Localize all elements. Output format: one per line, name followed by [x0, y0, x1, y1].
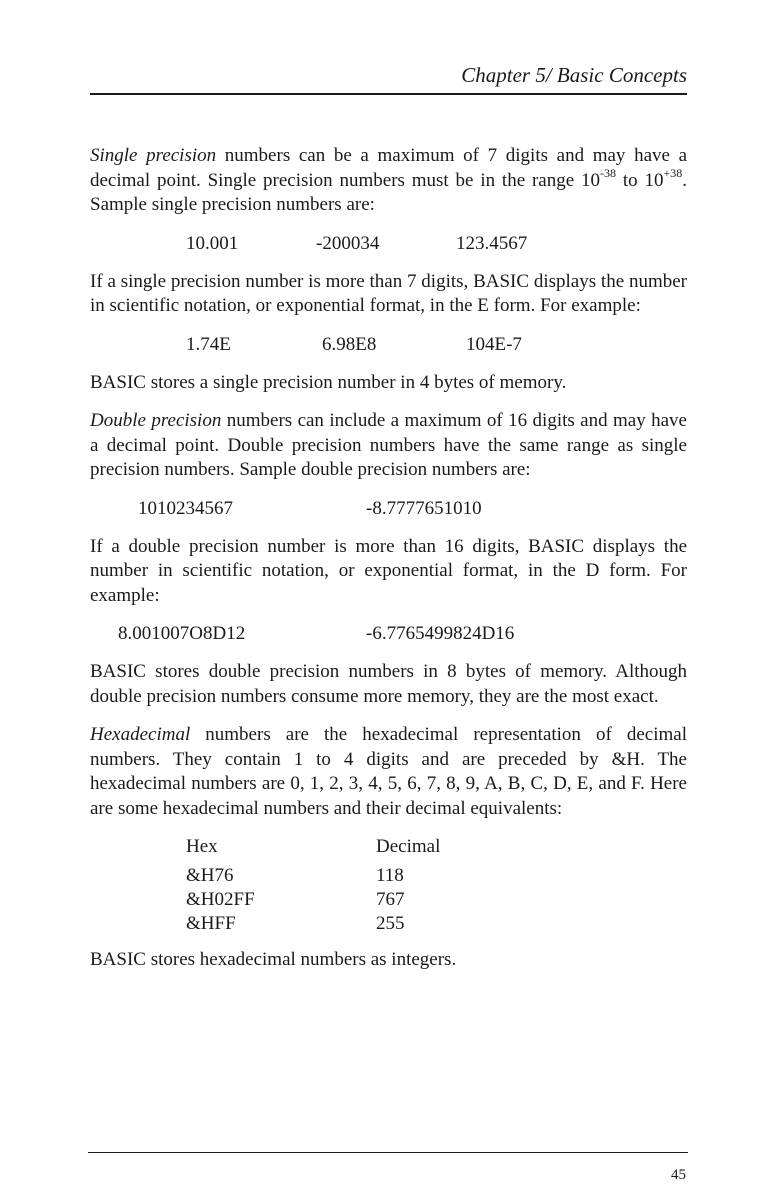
page-body	[90, 144, 687, 973]
hexadecimal-term: Hexadecimal	[90, 724, 191, 745]
single-storage-paragraph: BASIC stores a single precision number in 4 bytes of memory.	[90, 371, 567, 393]
table-row	[90, 888, 687, 912]
hexadecimal-paragraph	[90, 723, 687, 821]
single-precision-text-2: to 10	[616, 169, 664, 191]
decimal-cell: 118	[376, 865, 404, 886]
decimal-cell: 255	[376, 913, 405, 934]
example-value: -8.7777651010	[366, 497, 482, 519]
single-precision-text-3: . Sample single precision numbers are:	[90, 169, 687, 215]
hex-storage-paragraph: BASIC stores hexadecimal numbers as integers.	[90, 949, 457, 970]
single-precision-examples	[90, 232, 687, 256]
page-number: 45	[671, 1167, 686, 1183]
single-scientific-examples	[90, 333, 687, 357]
double-storage-paragraph: BASIC stores double precision numbers in 8 bytes of memory. Although double precision numbers consume more memory, they are the most exact.	[90, 661, 687, 707]
double-precision-paragraph	[90, 409, 687, 483]
single-precision-text-1: numbers can be a maximum of 7 digits and may have a decimal point. Single precision numbers must be in the range 10	[90, 145, 688, 191]
double-precision-text: numbers can include a maximum of 16 digits and may have a decimal point. Double precision numbers have the same range as single precision numbers. Sample double precision numbers are:	[90, 410, 687, 480]
table-row	[90, 912, 687, 936]
example-value: 1010234567	[138, 497, 233, 519]
single-precision-paragraph	[90, 144, 687, 218]
table-header-row	[90, 835, 687, 859]
double-precision-term: Double precision	[90, 410, 222, 431]
hex-cell: &HFF	[186, 913, 236, 934]
table-row	[90, 864, 687, 888]
hex-decimal-table	[90, 835, 687, 936]
example-value: 1.74E	[186, 333, 231, 355]
hex-cell: &H76	[186, 865, 234, 886]
example-value: 104E-7	[466, 333, 522, 355]
example-value: 123.4567	[456, 232, 528, 254]
header-rule	[90, 93, 687, 95]
example-value: -200034	[316, 232, 380, 254]
exponent-high: +38	[663, 166, 683, 181]
example-value: 8.001007O8D12	[118, 623, 246, 644]
double-scientific-paragraph: If a double precision number is more than 16 digits, BASIC displays the number in scientific notation, or exponential format, in the D form. For example:	[90, 535, 687, 606]
double-precision-examples	[90, 497, 687, 521]
footer-rule	[88, 1152, 688, 1153]
double-scientific-examples	[90, 622, 687, 646]
single-precision-term: Single precision	[90, 145, 217, 166]
example-value: 10.001	[186, 232, 239, 254]
hex-cell: &H02FF	[186, 889, 255, 910]
column-header-hex: Hex	[186, 836, 218, 857]
decimal-cell: 767	[376, 889, 405, 910]
exponent-low: -38	[600, 166, 617, 181]
single-scientific-paragraph: If a single precision number is more than 7 digits, BASIC displays the number in scientific notation, or exponential format, in the E form. For example:	[90, 270, 687, 316]
example-value: -6.7765499824D16	[366, 623, 515, 644]
hexadecimal-text: numbers are the hexadecimal representation of decimal numbers. They contain 1 to 4 digits and are preceded by &H. The hexadecimal numbers are 0, 1, 2, 3, 4, 5, 6, 7, 8, 9, A, B, C, D, E, and F. Here are some hexadecimal numbers and their decimal equivalents:	[90, 724, 687, 819]
example-value: 6.98E8	[322, 333, 377, 355]
running-header: Chapter 5/ Basic Concepts	[461, 63, 687, 87]
column-header-decimal: Decimal	[376, 836, 441, 857]
